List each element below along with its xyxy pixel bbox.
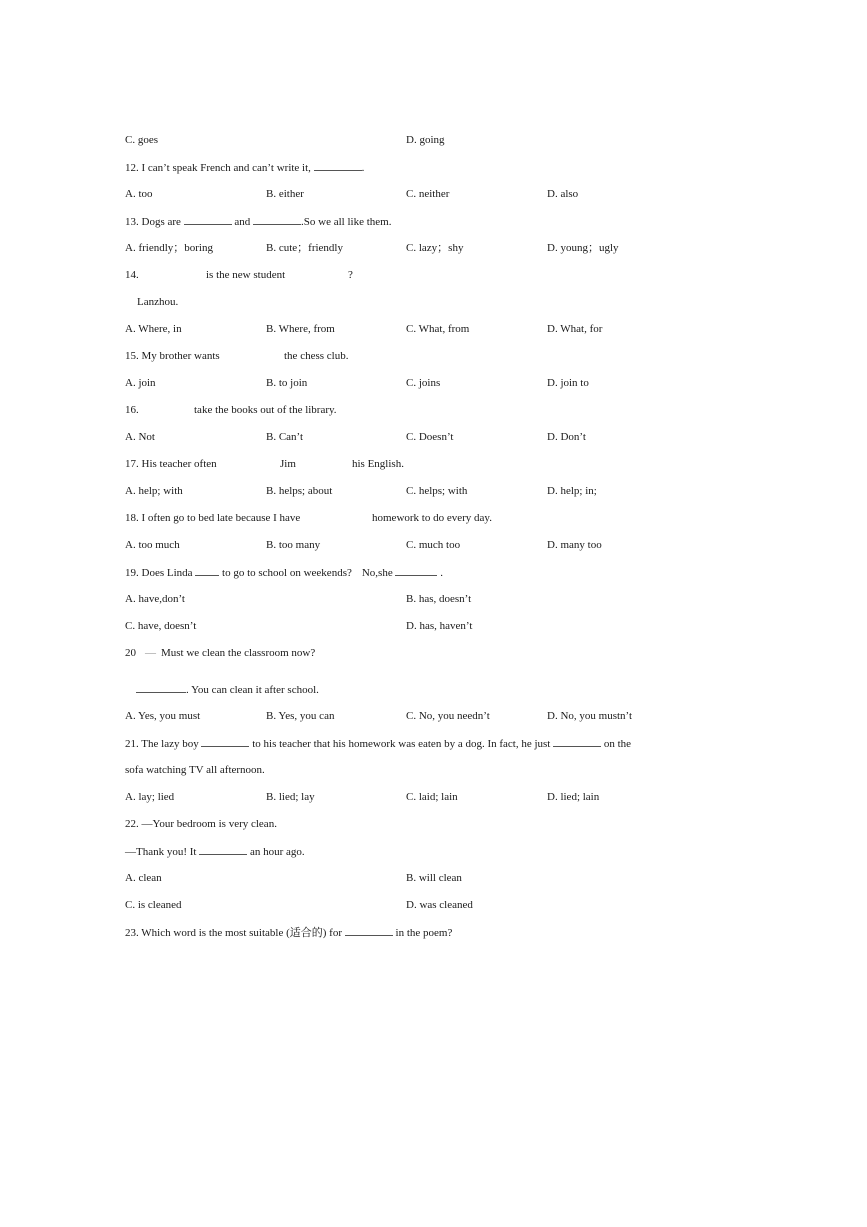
option-c: C. helps; with	[406, 485, 468, 497]
option-c: C. Doesn’t	[406, 431, 454, 443]
option-c: C. No, you needn’t	[406, 710, 490, 722]
question-text: .So we all like them.	[301, 216, 392, 228]
question-line-2	[136, 682, 319, 697]
option-a: A. too	[125, 188, 153, 200]
question-text: 18. I often go to bed late because I have	[125, 512, 301, 524]
question-text: and	[231, 216, 254, 228]
option-b: B. either	[266, 188, 304, 200]
question-number: 14.	[125, 269, 139, 281]
option-a: A. Where, in	[125, 323, 182, 335]
answer-blank	[253, 214, 301, 225]
option-c: C. much too	[406, 539, 461, 551]
option-c: C. neither	[406, 188, 450, 200]
option-b: B. will clean	[406, 872, 462, 884]
question-text: 22. —Your bedroom is very clean.	[125, 818, 277, 830]
question-text: to his teacher that his homework was eaten by a dog. In fact, he just	[249, 738, 554, 750]
option-d: D. join to	[547, 377, 589, 389]
option-b: B. Yes, you can	[266, 710, 335, 722]
option-b: B. Can’t	[266, 431, 304, 443]
question-text: is the new student	[206, 269, 286, 281]
option-a: A. too much	[125, 539, 180, 551]
option-b: B. to join	[266, 377, 308, 389]
option-a: A. Yes, you must	[125, 710, 201, 722]
question-text: 19. Does Linda	[125, 567, 196, 579]
option-b: B. Where, from	[266, 323, 335, 335]
question-22-line-2	[125, 844, 305, 859]
question-text: his English.	[352, 458, 404, 470]
option-d: D. many too	[547, 539, 602, 551]
question-text: 17. His teacher often	[125, 458, 217, 470]
option-a: A. clean	[125, 872, 162, 884]
question-13	[125, 214, 391, 229]
option-a: A. help; with	[125, 485, 183, 497]
option-a: A. have,don’t	[125, 593, 185, 605]
question-text: the chess club.	[284, 350, 349, 362]
answer-blank	[395, 565, 437, 576]
question-text: 12. I can’t speak French and can’t write it,	[125, 162, 314, 174]
question-text: No,she	[361, 567, 396, 579]
answer-blank	[314, 160, 362, 171]
question-text: 13. Dogs are	[125, 216, 184, 228]
option-b: B. too many	[266, 539, 321, 551]
option-c: C. joins	[406, 377, 441, 389]
option-d: D. going	[406, 134, 445, 146]
option-d: D. young；ugly	[547, 242, 619, 254]
dialogue-dash: —	[145, 647, 156, 659]
question-number: 16.	[125, 404, 139, 416]
question-text: sofa watching TV all afternoon.	[125, 764, 265, 776]
answer-blank	[201, 736, 249, 747]
answer-blank	[345, 925, 393, 936]
option-a: A. lay; lied	[125, 791, 175, 803]
option-d: D. What, for	[547, 323, 603, 335]
option-c: C. is cleaned	[125, 899, 182, 911]
question-text: 23. Which word is the most suitable (适合的) for	[125, 927, 345, 939]
option-d: D. was cleaned	[406, 899, 473, 911]
option-c: C. have, doesn’t	[125, 620, 197, 632]
option-d: D. Don’t	[547, 431, 586, 443]
question-text: to go to school on weekends?	[219, 567, 352, 579]
option-d: D. No, you mustn’t	[547, 710, 633, 722]
question-text: homework to do every day.	[372, 512, 492, 524]
question-12	[125, 160, 364, 175]
question-number: 20	[125, 647, 136, 659]
option-d: D. also	[547, 188, 579, 200]
option-a: A. join	[125, 377, 156, 389]
question-text: take the books out of the library.	[194, 404, 337, 416]
option-c: C. goes	[125, 134, 158, 146]
answer-blank	[553, 736, 601, 747]
question-text: an hour ago.	[247, 846, 305, 858]
question-text: Must we clean the classroom now?	[161, 647, 316, 659]
option-b: B. lied; lay	[266, 791, 315, 803]
answer-blank	[195, 565, 219, 576]
answer-blank	[199, 844, 247, 855]
question-text: Lanzhou.	[137, 296, 179, 308]
option-a: A. Not	[125, 431, 155, 443]
question-mark: ?	[348, 269, 353, 281]
question-text: Jim	[280, 458, 296, 470]
option-a: A. friendly；boring	[125, 242, 213, 254]
answer-blank	[184, 214, 232, 225]
option-c: C. lazy；shy	[406, 242, 464, 254]
option-d: D. has, haven’t	[406, 620, 473, 632]
option-c: C. What, from	[406, 323, 470, 335]
question-text: . You can clean it after school.	[186, 684, 319, 696]
question-text: 21. The lazy boy	[125, 738, 202, 750]
option-d: D. help; in;	[547, 485, 597, 497]
question-text: .	[361, 162, 365, 174]
option-c: C. laid; lain	[406, 791, 458, 803]
option-d: D. lied; lain	[547, 791, 600, 803]
answer-blank	[136, 682, 186, 693]
question-text: —Thank you! It	[125, 846, 200, 858]
option-b: B. has, doesn’t	[406, 593, 472, 605]
question-21	[125, 736, 631, 751]
question-text: .	[437, 567, 443, 579]
option-b: B. cute；friendly	[266, 242, 343, 254]
option-b: B. helps; about	[266, 485, 333, 497]
question-23	[125, 925, 452, 940]
question-text: in the poem?	[392, 927, 453, 939]
question-19	[125, 565, 443, 580]
question-text: on the	[601, 738, 632, 750]
question-text: 15. My brother wants	[125, 350, 220, 362]
